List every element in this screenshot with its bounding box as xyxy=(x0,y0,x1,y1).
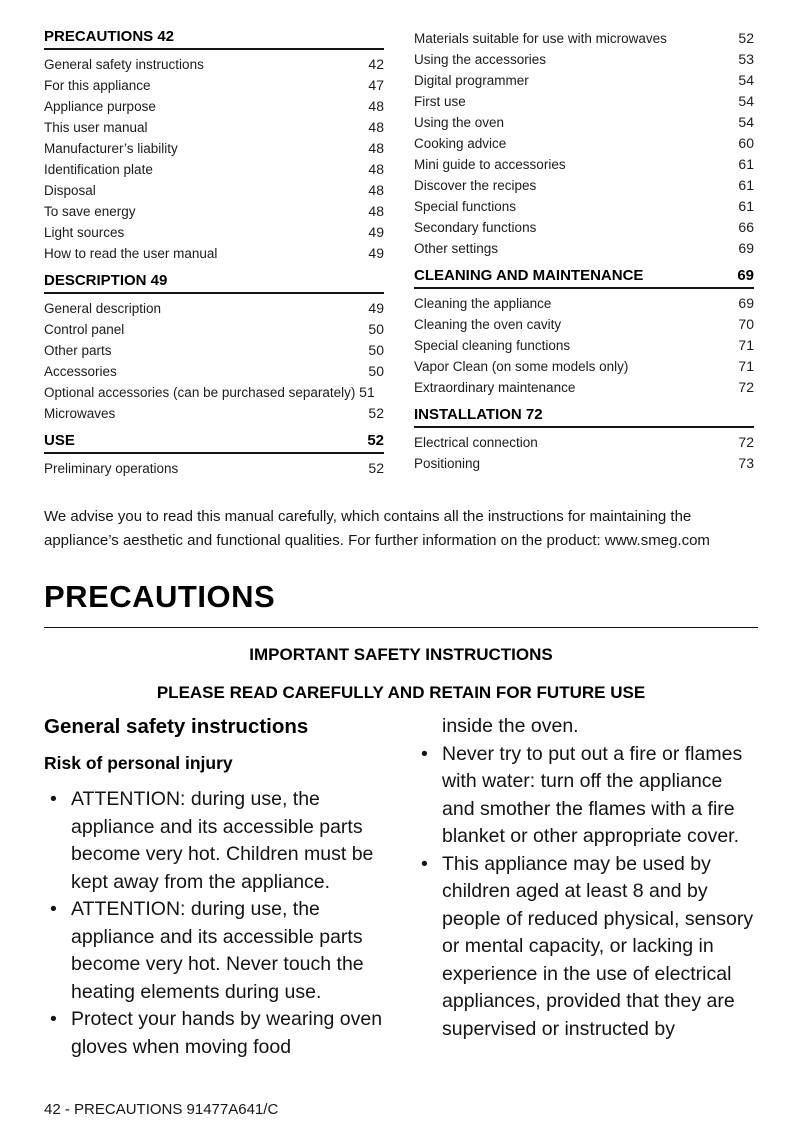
toc-entry xyxy=(44,201,384,222)
toc-page-number: 52 xyxy=(738,30,754,46)
toc-entry xyxy=(44,138,384,159)
toc-entry xyxy=(44,159,384,180)
toc-entry-label: Cleaning the appliance xyxy=(414,296,552,311)
toc-entry-label: Special functions xyxy=(414,199,517,214)
toc-page-number: 73 xyxy=(738,455,754,471)
toc-entry xyxy=(44,96,384,117)
toc-page-number: 48 xyxy=(368,182,384,198)
body-columns xyxy=(44,713,758,1061)
toc-entry-label: Mini guide to accessories xyxy=(414,157,566,172)
toc-entry xyxy=(414,432,754,453)
toc-section-label: CLEANING AND MAINTENANCE xyxy=(414,267,644,284)
toc-page-number: 69 xyxy=(738,240,754,256)
toc-entry xyxy=(44,361,384,382)
toc-entry xyxy=(414,70,754,91)
general-safety-heading: General safety instructions xyxy=(44,715,309,738)
risk-of-injury-heading: Risk of personal injury xyxy=(44,752,233,773)
toc-page-number: 49 xyxy=(368,245,384,261)
toc-entry xyxy=(414,133,754,154)
toc-entry xyxy=(414,356,754,377)
title-divider xyxy=(44,627,758,628)
toc-entry-label: Using the oven xyxy=(414,115,505,130)
toc-entry xyxy=(414,335,754,356)
toc-entry-label: Manufacturer’s liability xyxy=(44,141,178,156)
toc-page-number: 72 xyxy=(738,379,754,395)
toc-entry-label: General safety instructions xyxy=(44,57,204,72)
bullet-item: • ATTENTION: during use, the appliance and its accessible parts become very hot. Children must be kept away from the appliance. xyxy=(44,786,387,896)
toc-entry xyxy=(44,180,384,201)
toc-page-number: 48 xyxy=(368,203,384,219)
toc-entry-label: Preliminary operations xyxy=(44,461,179,476)
toc-page-number: 71 xyxy=(738,337,754,353)
toc-entry-label: Appliance purpose xyxy=(44,99,156,114)
table-of-contents xyxy=(44,28,758,479)
toc-entry xyxy=(414,154,754,175)
toc-entry xyxy=(44,458,384,479)
toc-entry xyxy=(414,91,754,112)
toc-entry xyxy=(44,54,384,75)
toc-entry xyxy=(44,243,384,264)
toc-page-number: 52 xyxy=(367,432,384,449)
toc-entry xyxy=(44,222,384,243)
toc-entry xyxy=(44,75,384,96)
toc-page-number: 69 xyxy=(738,295,754,311)
toc-section-header xyxy=(44,28,384,50)
toc-section-header xyxy=(44,272,384,294)
toc-page-number: 49 xyxy=(368,224,384,240)
toc-page-number: 50 xyxy=(368,321,384,337)
toc-entry-label: Positioning xyxy=(414,456,481,471)
page-footer: 42 - PRECAUTIONS 91477A641/C xyxy=(44,1101,279,1118)
toc-page-number: 61 xyxy=(738,156,754,172)
toc-entry xyxy=(414,293,754,314)
toc-entry xyxy=(44,340,384,361)
toc-page-number: 66 xyxy=(738,219,754,235)
body-left-column xyxy=(44,713,387,1061)
body-right-column xyxy=(415,713,758,1061)
toc-section-label: DESCRIPTION 49 xyxy=(44,272,168,289)
toc-entry xyxy=(414,175,754,196)
toc-entry xyxy=(414,238,754,259)
toc-entry-label: Using the accessories xyxy=(414,52,547,67)
toc-entry xyxy=(44,319,384,340)
toc-entry-label: Accessories xyxy=(44,364,117,379)
toc-page-number: 72 xyxy=(738,434,754,450)
toc-entry xyxy=(414,112,754,133)
toc-entry-label: Identification plate xyxy=(44,162,153,177)
toc-entry-label: General description xyxy=(44,301,162,316)
toc-left-column xyxy=(44,28,384,479)
toc-page-number: 48 xyxy=(368,98,384,114)
toc-page-number: 48 xyxy=(368,140,384,156)
bullet-item: • Protect your hands by wearing oven gloves when moving food xyxy=(44,1006,387,1061)
toc-entry-label: Extraordinary maintenance xyxy=(414,380,576,395)
toc-entry-label: Control panel xyxy=(44,322,125,337)
toc-page-number: 50 xyxy=(368,363,384,379)
toc-page-number: 61 xyxy=(738,177,754,193)
toc-page-number: 52 xyxy=(368,460,384,476)
toc-entry-label: Cooking advice xyxy=(414,136,507,151)
bullet-item: • ATTENTION: during use, the appliance and its accessible parts become very hot. Never touch the heating elements during use. xyxy=(44,896,387,1006)
toc-page-number: 54 xyxy=(738,93,754,109)
toc-entry-label: Special cleaning functions xyxy=(414,338,571,353)
toc-entry-label: Digital programmer xyxy=(414,73,529,88)
toc-page-number: 61 xyxy=(738,198,754,214)
toc-page-number: 50 xyxy=(368,342,384,358)
toc-section-label: PRECAUTIONS 42 xyxy=(44,28,175,45)
toc-entry-label: Optional accessories (can be purchased separately) xyxy=(44,385,360,400)
page-title: PRECAUTIONS xyxy=(44,579,276,614)
toc-entry xyxy=(414,377,754,398)
toc-page-number: 70 xyxy=(738,316,754,332)
bullet-item: • This appliance may be used by children aged at least 8 and by people of reduced physical, sensory or mental capacity, or lacking in experience in the use of electrical appliances, provided that they are supervised or instructed by xyxy=(415,851,758,1044)
toc-entry xyxy=(44,403,384,424)
continuation-text: inside the oven. xyxy=(442,715,579,737)
toc-entry xyxy=(414,453,754,474)
toc-section-label: INSTALLATION 72 xyxy=(414,406,543,423)
toc-page-number: 53 xyxy=(738,51,754,67)
toc-section-label: USE xyxy=(44,432,75,449)
toc-entry-label: Light sources xyxy=(44,225,125,240)
toc-entry-label: Electrical connection xyxy=(414,435,538,450)
toc-entry xyxy=(414,49,754,70)
toc-page-number: 42 xyxy=(368,56,384,72)
toc-page-number: 52 xyxy=(368,405,384,421)
toc-page-number: 54 xyxy=(738,114,754,130)
safety-bullet-list-left xyxy=(44,786,387,1061)
toc-entry-label: This user manual xyxy=(44,120,148,135)
toc-entry-label: Vapor Clean (on some models only) xyxy=(414,359,629,374)
toc-page-number: 60 xyxy=(738,135,754,151)
toc-entry xyxy=(44,382,384,403)
toc-entry-label: Secondary functions xyxy=(414,220,537,235)
safety-instructions-heading: IMPORTANT SAFETY INSTRUCTIONS xyxy=(249,645,553,664)
toc-entry-label: Other parts xyxy=(44,343,112,358)
toc-entry xyxy=(414,196,754,217)
toc-entry-label: To save energy xyxy=(44,204,136,219)
toc-page-number: 48 xyxy=(368,161,384,177)
toc-page-number: 51 xyxy=(359,384,375,400)
toc-section-header xyxy=(414,406,754,428)
advisory-paragraph: We advise you to read this manual carefully, which contains all the instructions for maintaining the appliance’s aesthetic and functional qualities. For further information on the product: www.smeg.com xyxy=(44,508,710,549)
toc-entry-label: For this appliance xyxy=(44,78,151,93)
toc-entry-label: Cleaning the oven cavity xyxy=(414,317,562,332)
toc-entry-label: How to read the user manual xyxy=(44,246,218,261)
toc-entry-label: Discover the recipes xyxy=(414,178,537,193)
toc-page-number: 48 xyxy=(368,119,384,135)
toc-entry-label: Microwaves xyxy=(44,406,116,421)
toc-page-number: 71 xyxy=(738,358,754,374)
toc-page-number: 49 xyxy=(368,300,384,316)
bullet-item: • Never try to put out a fire or flames with water: turn off the appliance and smother the flames with a fire blanket or other appropriate cover. xyxy=(415,741,758,851)
toc-entry xyxy=(414,314,754,335)
toc-entry-label: First use xyxy=(414,94,466,109)
toc-page-number: 69 xyxy=(737,267,754,284)
toc-section-header xyxy=(44,432,384,454)
toc-page-number: 47 xyxy=(368,77,384,93)
toc-section-header xyxy=(414,267,754,289)
toc-entry-label: Other settings xyxy=(414,241,499,256)
toc-entry xyxy=(414,217,754,238)
toc-entry xyxy=(414,28,754,49)
toc-entry-label: Materials suitable for use with microwaves xyxy=(414,31,667,46)
toc-page-number: 54 xyxy=(738,72,754,88)
toc-right-column xyxy=(414,28,754,479)
toc-entry xyxy=(44,298,384,319)
read-carefully-heading: PLEASE READ CAREFULLY AND RETAIN FOR FUTURE USE xyxy=(156,683,646,702)
toc-entry xyxy=(44,117,384,138)
toc-entry-label: Disposal xyxy=(44,183,96,198)
safety-bullet-list-right xyxy=(415,741,758,1044)
